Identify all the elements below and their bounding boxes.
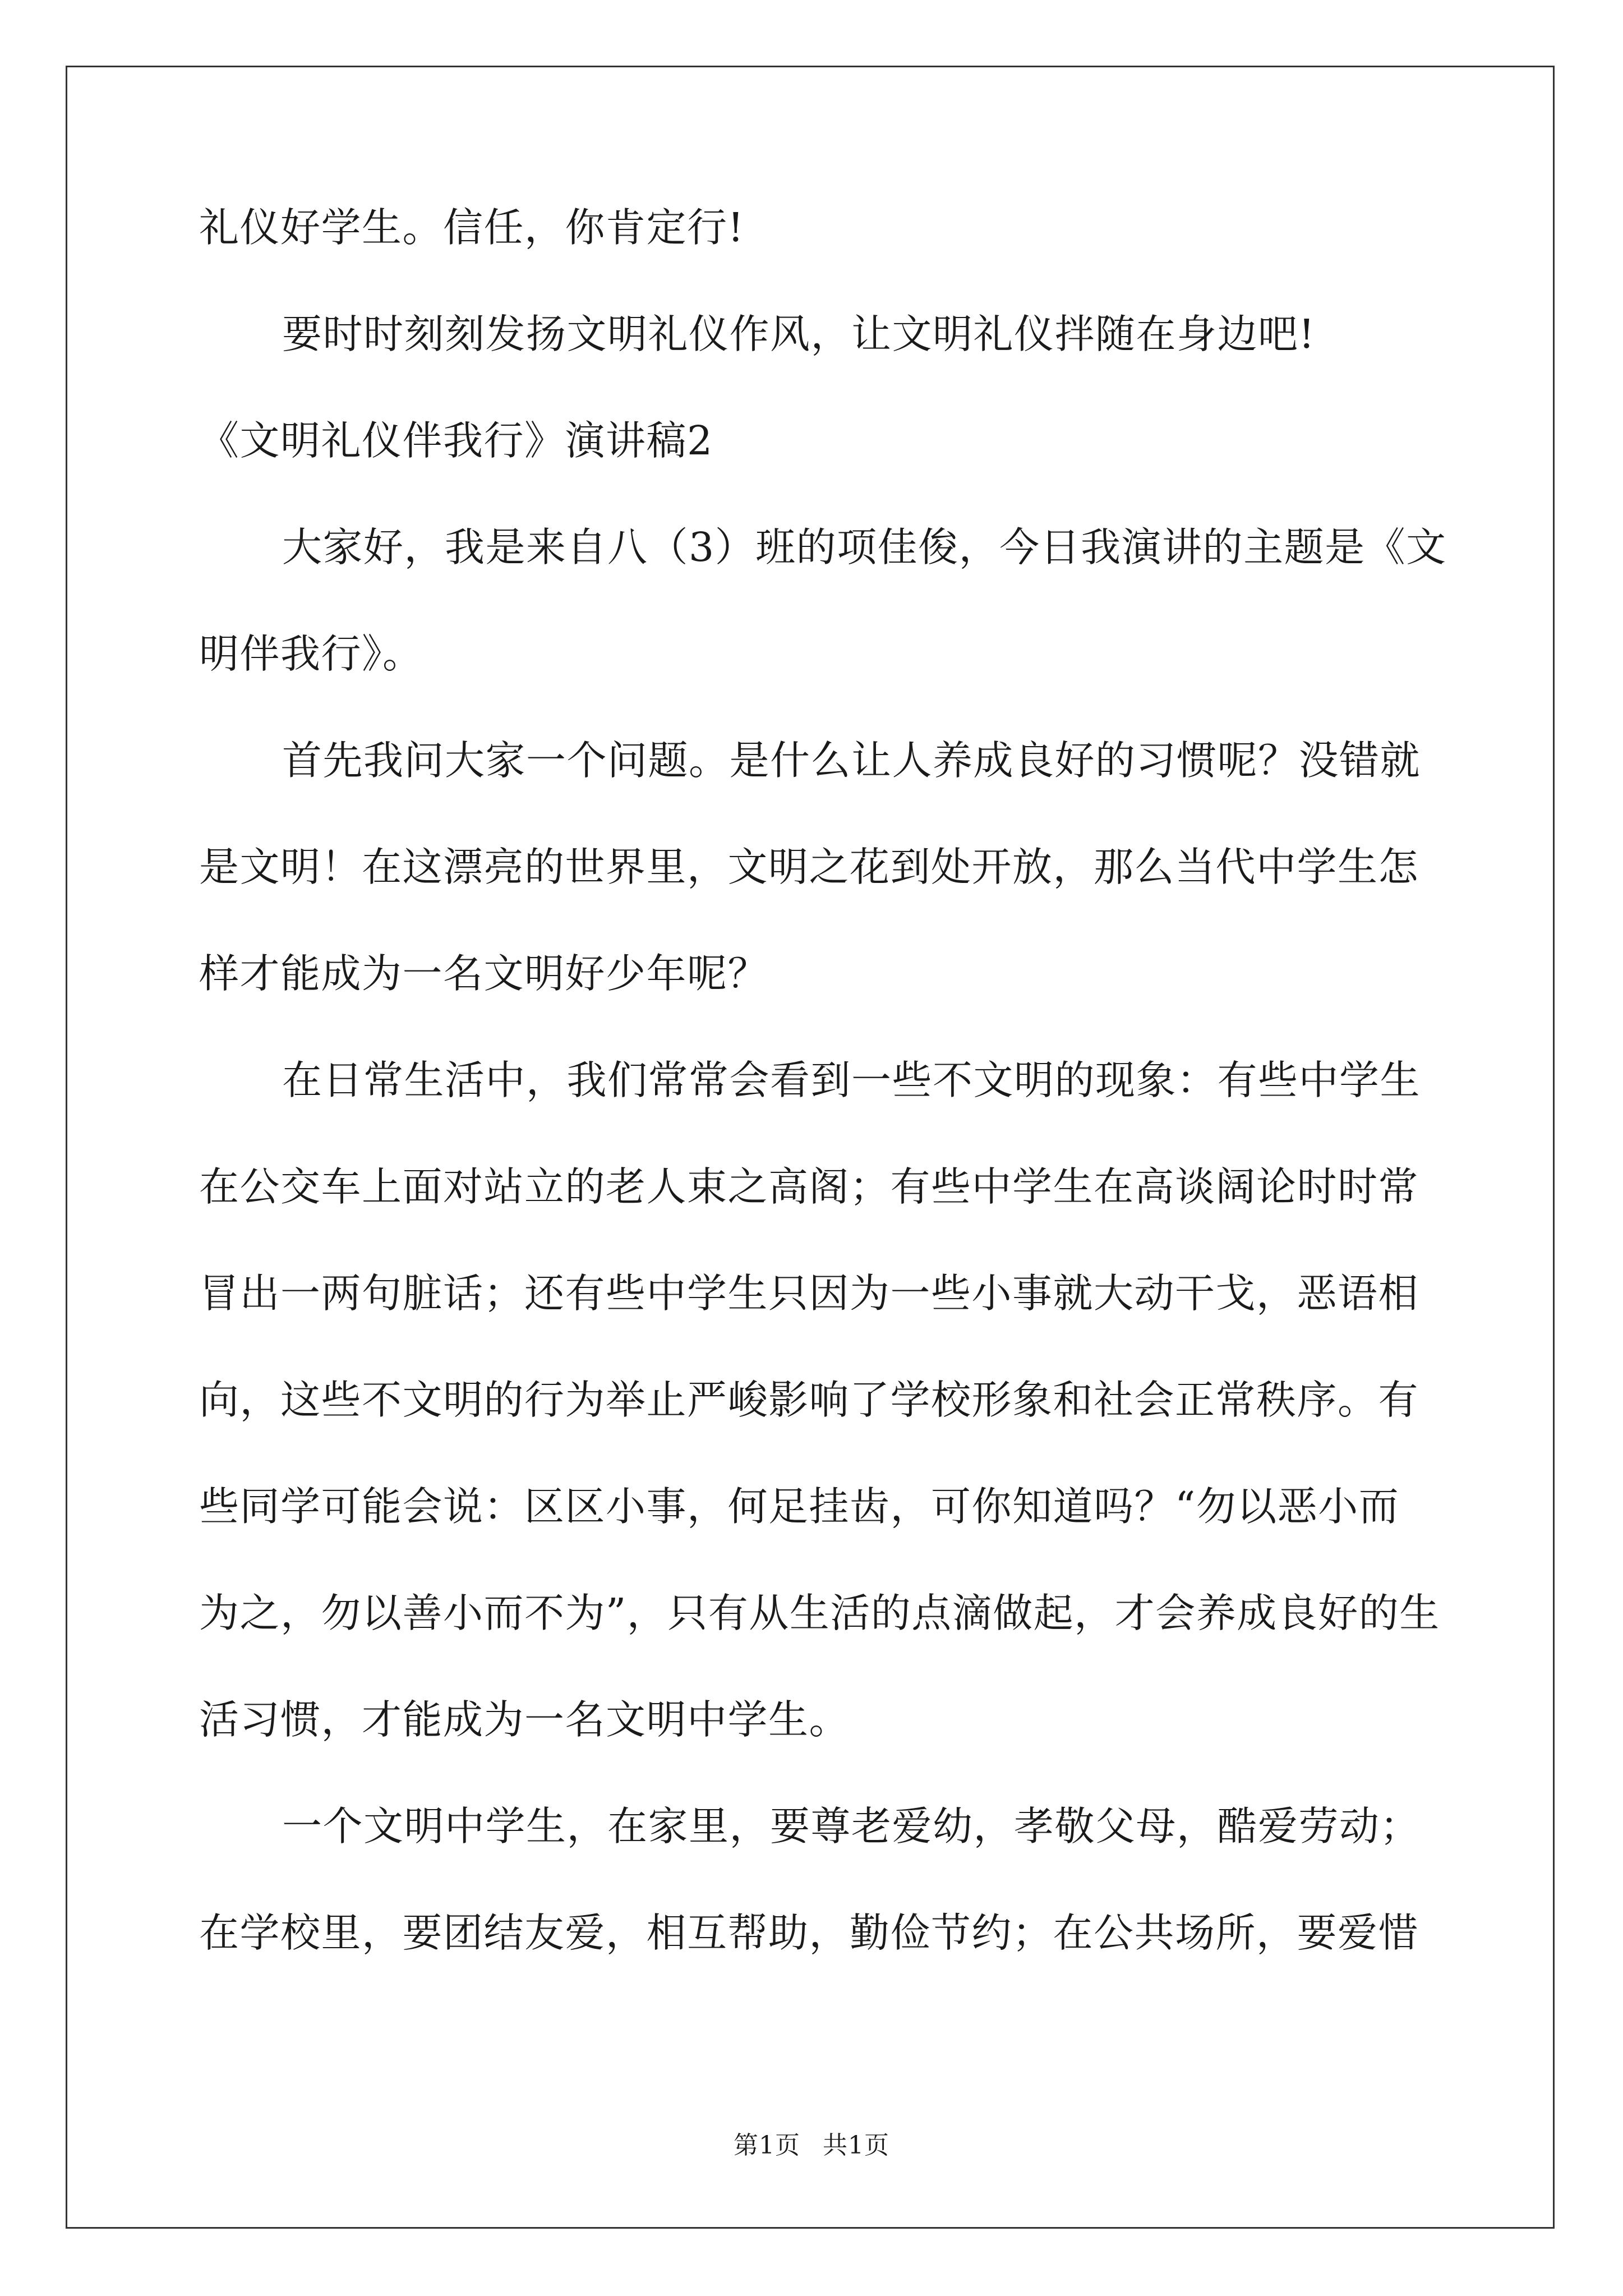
text-line: 在公交车上面对站立的老人束之高阁；有些中学生在高谈阔论时时常 [199,1163,1419,1210]
text-line: 是文明！在这漂亮的世界里，文明之花到处开放，那么当代中学生怎 [199,844,1419,890]
text-line: 一个文明中学生，在家里，要尊老爱幼，孝敬父母，酷爱劳动； [282,1803,1421,1849]
page-footer [0,2132,1623,2160]
text-line: 要时时刻刻发扬文明礼仪作风，让文明礼仪拌随在身边吧! [282,311,1316,357]
page-number: 第1页 [734,2131,800,2160]
text-line: 为之，勿以善小而不为”，只有从生活的点滴做起，才会养成良好的生 [199,1590,1440,1636]
text-line: 在日常生活中，我们常常会看到一些不文明的现象：有些中学生 [282,1057,1421,1103]
text-line: 首先我问大家一个问题。是什么让人养成良好的习惯呢？没错就 [282,737,1421,784]
page-total: 共1页 [823,2131,889,2160]
section-title: 《文明礼仪伴我行》演讲稿2 [199,417,713,464]
text-line: 活习惯，才能成为一名文明中学生。 [199,1696,850,1743]
text-line: 在学校里，要团结友爱，相互帮助，勤俭节约；在公共场所，要爱惜 [199,1910,1419,1956]
text-line: 向，这些不文明的行为举止严峻影响了学校形象和社会正常秩序。有 [199,1377,1419,1423]
text-line: 礼仪好学生。信任，你肯定行! [199,204,745,251]
text-line: 大家好，我是来自八（3）班的项佳俊，今日我演讲的主题是《文 [282,524,1447,570]
text-line: 些同学可能会说：区区小事，何足挂齿，可你知道吗？“勿以恶小而 [199,1483,1400,1530]
text-line: 冒出一两句脏话；还有些中学生只因为一些小事就大动干戈，恶语相 [199,1270,1419,1317]
document-body [199,204,1447,2019]
text-line: 明伴我行》。 [199,631,423,677]
text-line: 样才能成为一名文明好少年呢？ [199,950,769,997]
